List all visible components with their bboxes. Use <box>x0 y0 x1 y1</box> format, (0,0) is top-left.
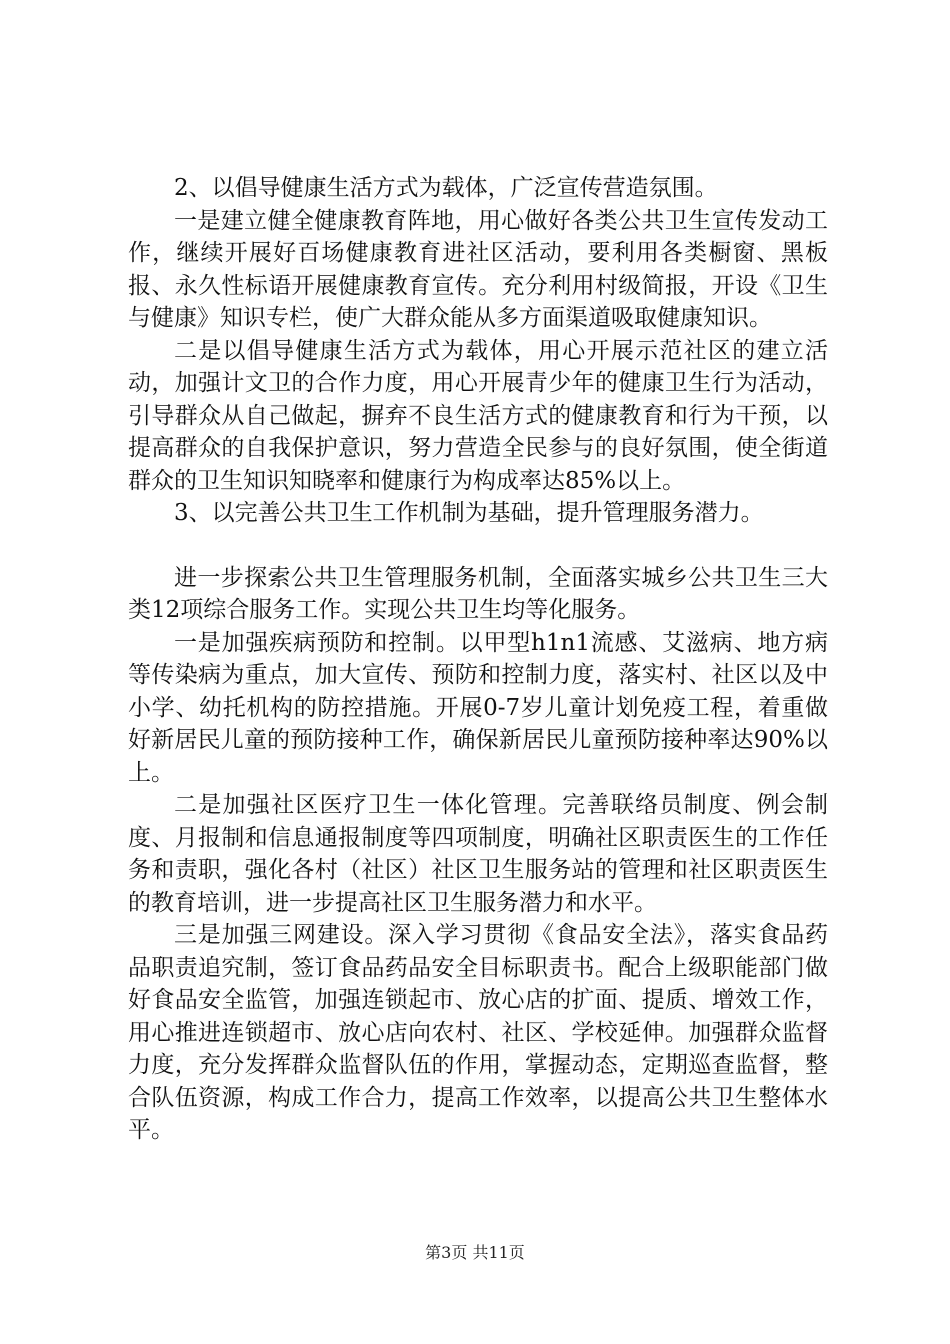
paragraph-community-medical: 二是加强社区医疗卫生一体化管理。完善联络员制度、例会制度、月报制和信息通报制度等四项制度，明确社区职责医生的工作任务和责职，强化各村（社区）社区卫生服务站的管理和社区职责医生的教育培训，进一步提高社区卫生服务潜力和水平。 <box>128 792 828 916</box>
page-number-footer: 第3页 共11页 <box>425 1243 525 1262</box>
paragraph-service-mechanism: 进一步探索公共卫生管理服务机制，全面落实城乡公共卫生三大类12项综合服务工作。实现公共卫生均等化服务。 <box>128 564 828 623</box>
paragraph-disease-prevention: 一是加强疾病预防和控制。以甲型h1n1流感、艾滋病、地方病等传染病为重点，加大宣传、预防和控制力度，落实村、社区以及中小学、幼托机构的防控措施。开展0-7岁儿童计划免疫工程，着重做好新居民儿童的预防接种工作，确保新居民儿童预防接种率达90%以上。 <box>128 629 828 786</box>
paragraph-healthy-lifestyle: 二是以倡导健康生活方式为载体，用心开展示范社区的建立活动，加强计文卫的合作力度，用心开展青少年的健康卫生行为活动，引导群众从自己做起，摒弃不良生活方式的健康教育和行为干预，以提高群众的自我保护意识，努力营造全民参与的良好氛围，使全街道群众的卫生知识知晓率和健康行为构成率达85%以上。 <box>128 337 828 494</box>
document-body <box>128 172 828 1147</box>
section-heading-3: 3、以完善公共卫生工作机制为基础，提升管理服务潜力。 <box>174 500 764 526</box>
paragraph-three-networks: 三是加强三网建设。深入学习贯彻《食品安全法》，落实食品药品职责追究制，签订食品药品安全目标职责书。配合上级职能部门做好食品安全监管，加强连锁起市、放心店的扩面、提质、增效工作，用心推进连锁超市、放心店向农村、社区、学校延伸。加强群众监督力度，充分发挥群众监督队伍的作用，掌握动态，定期巡查监督，整合队伍资源，构成工作合力，提高工作效率，以提高公共卫生整体水平。 <box>128 922 828 1143</box>
paragraph-health-education: 一是建立健全健康教育阵地，用心做好各类公共卫生宣传发动工作，继续开展好百场健康教育进社区活动，要利用各类橱窗、黑板报、永久性标语开展健康教育宣传。充分利用村级简报，开设《卫生与健康》知识专栏，使广大群众能从多方面渠道吸取健康知识。 <box>128 207 828 331</box>
section-heading-2: 2、以倡导健康生活方式为载体，广泛宣传营造氛围。 <box>174 175 718 201</box>
